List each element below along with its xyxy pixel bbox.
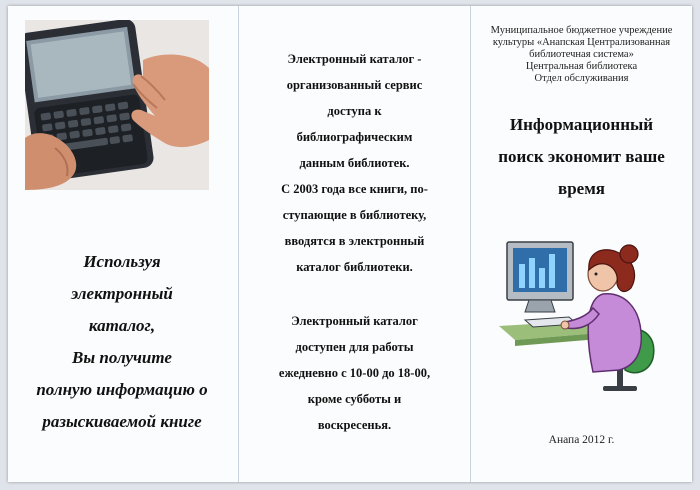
- left-line: каталог,: [88, 316, 156, 335]
- person-at-computer-clipart: [499, 234, 669, 394]
- description-line: ступающие в библиотеку,: [282, 208, 427, 222]
- description-line: каталог библиотеки.: [296, 260, 413, 274]
- left-panel: [8, 6, 236, 482]
- hours-line: ежедневно с 10-00 до 18-00,: [278, 366, 431, 380]
- hours-line: воскресенья.: [317, 418, 392, 432]
- hours-line: доступен для работы: [295, 340, 414, 354]
- pda-keyboard-photo: [25, 20, 209, 190]
- description-line: Электронный каталог -: [287, 52, 422, 66]
- org-line: культуры «Анапская Централизованная: [492, 37, 671, 48]
- title-line: поиск экономит ваше: [498, 147, 665, 166]
- catalog-description: [249, 46, 460, 438]
- description-line: доступа к: [327, 104, 382, 118]
- left-line: полную информацию о: [36, 380, 208, 399]
- org-line: Центральная библиотека: [525, 61, 638, 72]
- description-line: вводятся в электронный: [284, 234, 425, 248]
- right-panel: [471, 6, 692, 482]
- description-line: библиографическим: [296, 130, 413, 144]
- title-line: Информационный: [509, 115, 654, 134]
- left-line: разыскиваемой книге: [42, 412, 202, 431]
- hours-line: кроме субботы и: [307, 392, 402, 406]
- org-line: библиотечная система»: [529, 49, 634, 60]
- description-line: данным библиотек.: [299, 156, 410, 170]
- description-line: С 2003 года все книги, по-: [281, 182, 428, 196]
- hours-line: Электронный каталог: [291, 314, 418, 328]
- city-year: Анапа 2012 г.: [548, 434, 615, 446]
- org-line: Муниципальное бюджетное учреждение: [490, 25, 673, 36]
- brochure-title: [471, 109, 692, 205]
- left-line: Используя: [83, 252, 161, 271]
- left-line: Вы получите: [72, 348, 172, 367]
- description-line: организованный сервис: [286, 78, 423, 92]
- org-line: Отдел обслуживания: [534, 73, 629, 84]
- middle-panel: [238, 6, 471, 482]
- left-promo-text: [8, 246, 236, 438]
- left-line: электронный: [71, 284, 173, 303]
- brochure-sheet: [8, 6, 692, 482]
- organization-header: [471, 25, 692, 85]
- title-line: время: [558, 179, 605, 198]
